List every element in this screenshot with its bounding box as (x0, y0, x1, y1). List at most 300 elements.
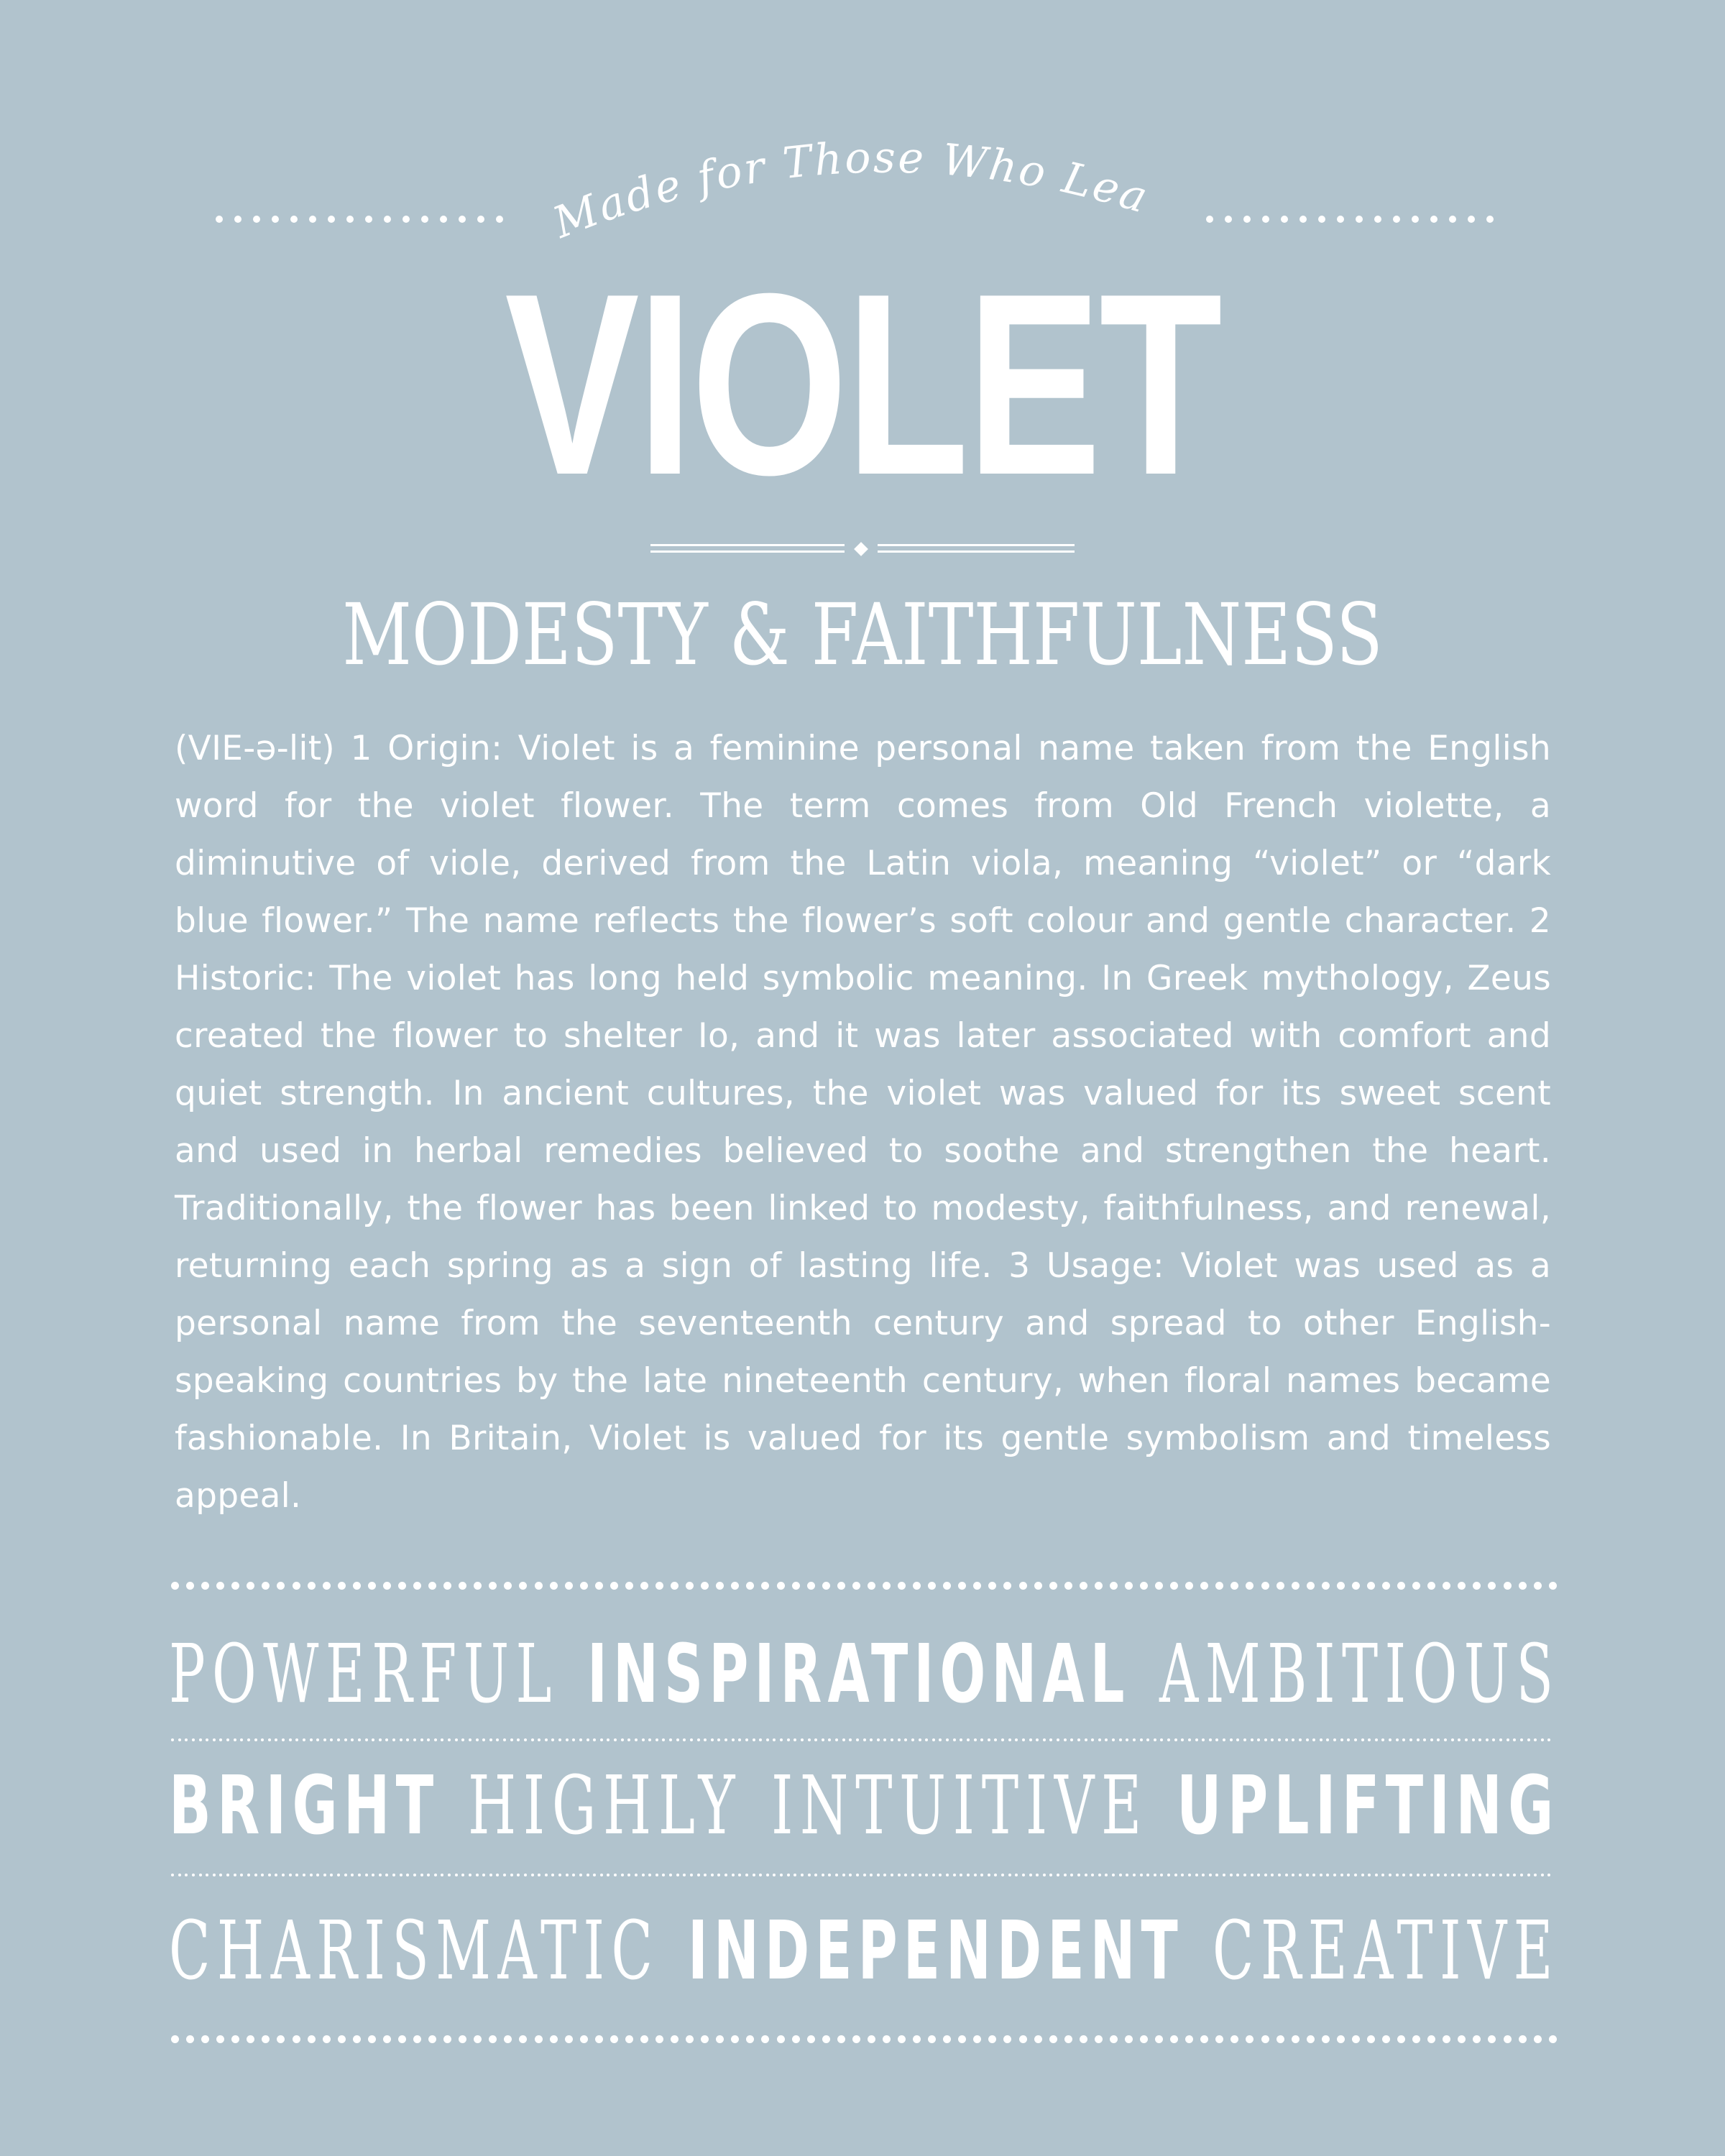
dot (558, 1874, 561, 1876)
trait-word (169, 1904, 659, 1998)
dot (1049, 1874, 1052, 1876)
dot (1318, 216, 1325, 223)
dot (420, 1874, 423, 1876)
dot (1200, 2035, 1208, 2043)
dot (206, 1874, 208, 1876)
dot (1499, 1738, 1502, 1741)
dot (621, 1738, 624, 1741)
dot (1375, 1874, 1378, 1876)
dot (1520, 1738, 1523, 1741)
dot (777, 2035, 785, 2043)
dot (891, 1874, 893, 1876)
dot (538, 1874, 540, 1876)
dot (1465, 1874, 1468, 1876)
dot (731, 1582, 739, 1590)
dot (807, 1582, 815, 1590)
trait-word-text: AMBITIOUS (1159, 1628, 1560, 1721)
dot (822, 1874, 824, 1876)
dot (1534, 2035, 1542, 2043)
dot (1154, 1874, 1156, 1876)
dot (186, 2035, 194, 2043)
dot (960, 1874, 962, 1876)
dot (807, 2035, 815, 2043)
dot (883, 1738, 886, 1741)
dot (1468, 216, 1475, 223)
dot (1451, 1738, 1454, 1741)
dot (745, 1738, 748, 1741)
dot (1312, 1874, 1315, 1876)
dot (496, 1874, 499, 1876)
dot (1029, 1874, 1032, 1876)
dot (1381, 1874, 1384, 1876)
dot (1043, 1874, 1046, 1876)
dot (178, 1874, 181, 1876)
dot (1527, 1874, 1530, 1876)
dot (877, 1738, 880, 1741)
dot (1008, 1738, 1011, 1741)
dot (550, 2035, 558, 2043)
dot (640, 1582, 648, 1590)
dot (868, 2035, 875, 2043)
dot (780, 1874, 783, 1876)
dot (1077, 1738, 1080, 1741)
dot (656, 2035, 663, 2043)
dot (994, 1874, 997, 1876)
dot (595, 2035, 603, 2043)
dot (1402, 1738, 1405, 1741)
dot (932, 1738, 935, 1741)
dot (686, 1582, 694, 1590)
dot (1133, 1874, 1136, 1876)
dot (801, 1874, 804, 1876)
dot (1264, 1874, 1267, 1876)
dot (794, 1738, 796, 1741)
dot (1443, 2035, 1450, 2043)
dot (1499, 1874, 1502, 1876)
dot (1423, 1874, 1426, 1876)
dot (477, 216, 484, 223)
dot (1488, 1582, 1496, 1590)
dot (792, 2035, 800, 2043)
dot (1257, 1874, 1260, 1876)
dot (625, 1582, 633, 1590)
dot (953, 1874, 956, 1876)
dot (1095, 1582, 1103, 1590)
dot (448, 1738, 451, 1741)
dot (538, 1738, 540, 1741)
dot (338, 1582, 346, 1590)
dot (868, 1582, 875, 1590)
dot (738, 1738, 741, 1741)
dot (925, 1738, 928, 1741)
dot (1236, 1738, 1239, 1741)
traits-divider-2 (171, 1873, 1551, 1877)
dot (701, 2035, 709, 2043)
dot (459, 1582, 466, 1590)
dot (293, 1582, 300, 1590)
dot (1080, 2035, 1087, 2043)
dot (1409, 1874, 1412, 1876)
dot (275, 1738, 277, 1741)
dot (365, 1874, 368, 1876)
dot (1225, 216, 1232, 223)
trait-word-text: UPLIFTING (1177, 1759, 1560, 1853)
dot (1264, 1738, 1267, 1741)
dot (1412, 1582, 1420, 1590)
dot (745, 1874, 748, 1876)
dot (1541, 1738, 1544, 1741)
dot (1504, 1582, 1512, 1590)
dot (697, 1738, 700, 1741)
dot (310, 1874, 313, 1876)
dot (247, 1738, 250, 1741)
dot (662, 1874, 665, 1876)
dot (928, 1582, 936, 1590)
dot (822, 2035, 830, 2043)
dot (1389, 1738, 1392, 1741)
dot (1430, 216, 1438, 223)
dot (697, 1874, 700, 1876)
dot (1292, 1738, 1294, 1741)
dot (1057, 1874, 1059, 1876)
trait-word-text: INDEPENDENT (688, 1904, 1184, 1998)
dot (531, 1738, 534, 1741)
dot (1185, 1582, 1193, 1590)
dot (268, 1874, 271, 1876)
dot (1049, 1582, 1057, 1590)
dot (219, 1738, 222, 1741)
dot (1506, 1874, 1509, 1876)
dot (379, 1738, 382, 1741)
dot (1223, 1874, 1225, 1876)
dot (234, 1874, 236, 1876)
dot (849, 1874, 852, 1876)
dot (898, 2035, 906, 2043)
dot (1278, 1738, 1281, 1741)
dot (1281, 216, 1288, 223)
dot (1080, 1582, 1087, 1590)
dot (717, 1874, 720, 1876)
dot (913, 1582, 921, 1590)
dot (469, 1874, 472, 1876)
tagline-text (531, 68, 1155, 249)
dot (171, 1738, 174, 1741)
dot (171, 1582, 179, 1590)
dot (1396, 1874, 1399, 1876)
dot (240, 1738, 243, 1741)
dot (792, 1582, 800, 1590)
dot (1352, 2035, 1360, 2043)
dot (732, 1874, 735, 1876)
dot (1472, 1874, 1475, 1876)
dot (551, 1738, 554, 1741)
dot (1215, 1874, 1218, 1876)
trait-word-text: POWERFUL (169, 1628, 558, 1721)
dot (192, 1874, 195, 1876)
traits-row-2 (169, 1759, 1560, 1853)
dot (254, 1874, 257, 1876)
dot (1206, 216, 1213, 223)
tagline (531, 68, 1179, 252)
dot (780, 1738, 783, 1741)
dot (1337, 1582, 1345, 1590)
dot (1036, 1738, 1039, 1741)
dot (759, 1874, 762, 1876)
dot (413, 1738, 416, 1741)
dot (1146, 1874, 1149, 1876)
dot (219, 1874, 222, 1876)
dot (676, 1874, 679, 1876)
dot (967, 1874, 970, 1876)
dot (406, 1874, 409, 1876)
dot (531, 1874, 534, 1876)
dot (443, 1582, 451, 1590)
dot (1382, 1582, 1390, 1590)
dot (746, 1582, 754, 1590)
trait-word (1177, 1759, 1560, 1853)
dot (413, 1582, 421, 1590)
dot (925, 1874, 928, 1876)
dot (1001, 1738, 1004, 1741)
dot (939, 1738, 942, 1741)
dot (627, 1874, 630, 1876)
dot (510, 1874, 513, 1876)
dot (1340, 1738, 1343, 1741)
dot (455, 1874, 458, 1876)
dot (566, 1874, 569, 1876)
dot (1015, 1874, 1018, 1876)
dot (801, 1738, 804, 1741)
dot (1167, 1874, 1170, 1876)
dot (441, 1738, 443, 1741)
dot (648, 1738, 651, 1741)
dot (1458, 2035, 1466, 2043)
dot (1285, 1738, 1288, 1741)
dot (852, 2035, 860, 2043)
dot (595, 1582, 603, 1590)
dot (1430, 1874, 1433, 1876)
dot (919, 1738, 921, 1741)
dot (642, 1874, 645, 1876)
dot (413, 2035, 421, 2043)
dot (913, 2035, 921, 2043)
dot (303, 1874, 305, 1876)
dot (383, 2035, 391, 2043)
dot (883, 2035, 891, 2043)
trait-word (688, 1904, 1184, 1998)
dot (1368, 1738, 1371, 1741)
dot (1022, 1738, 1025, 1741)
dot (1306, 1874, 1309, 1876)
dot (213, 1874, 216, 1876)
dot (814, 1874, 817, 1876)
trait-word-text: INSPIRATIONAL (586, 1628, 1131, 1721)
dot (1397, 2035, 1405, 2043)
name-definition: (VIE-ə-lit) 1 Origin: Violet is a feminine personal name taken from the English word for the violet flower. The term comes from Old French violette, a diminutive of viole, derived from the Latin viola, meaning “violet” or “dark blue flower.” The name reflects the flower’s soft colour and gentle character. 2 Historic: The violet has long held symbolic meaning. In Greek mythology, Zeus created the flower to shelter Io, and it was later associated with comfort and quiet strength. In ancient cultures, the violet was valued for its sweet scent and used in herbal remedies believed to soothe and strengthen the heart. Traditionally, the flower has been linked to modesty, faithfulness, and renewal, returning each spring as a sign of lasting life. 3 Usage: Violet was used as a personal name from the seventeenth century and spread to other English-speaking countries by the late nineteenth century, when floral names became fashionable. In Britain, Violet is valued for its gentle symbolism and timeless appeal. (175, 729, 1551, 1516)
dot (1300, 216, 1307, 223)
name-title: VIOLET (505, 240, 1220, 529)
dot (828, 1738, 831, 1741)
dot (550, 1582, 558, 1590)
dot (1437, 1738, 1440, 1741)
dot (1276, 2035, 1284, 2043)
dot (186, 1582, 194, 1590)
dot (1352, 1582, 1360, 1590)
dot (428, 2035, 436, 2043)
dot (178, 1738, 181, 1741)
dot (295, 1738, 298, 1741)
dot (337, 1874, 340, 1876)
dot (717, 1738, 720, 1741)
dot (1125, 1582, 1133, 1590)
dot (1478, 1738, 1481, 1741)
meaning-subtitle: MODESTY & FAITHFULNESS (342, 585, 1383, 684)
trait-word-text: INTUITIVE (770, 1759, 1149, 1853)
dot (877, 1874, 880, 1876)
dot (1181, 1738, 1184, 1741)
dot (1326, 1874, 1329, 1876)
dot (898, 1874, 901, 1876)
dot (1236, 1874, 1239, 1876)
dot (261, 1738, 264, 1741)
dot (216, 1582, 224, 1590)
dot (716, 1582, 724, 1590)
dot (216, 2035, 224, 2043)
dot (1034, 1582, 1042, 1590)
top-right-dotted-rule (1206, 214, 1494, 224)
dot (365, 1738, 368, 1741)
dot (1029, 1738, 1032, 1741)
dot (201, 2035, 209, 2043)
dot (988, 1582, 996, 1590)
dot (476, 1738, 479, 1741)
dot (420, 1738, 423, 1741)
dot (303, 1738, 305, 1741)
dot (171, 1874, 174, 1876)
dot (1382, 2035, 1390, 2043)
dot (489, 1738, 492, 1741)
dot (316, 1874, 319, 1876)
dot (1170, 1582, 1178, 1590)
dot (656, 1874, 658, 1876)
dot (842, 1874, 845, 1876)
traits-row-1 (169, 1628, 1560, 1721)
dot (1064, 1738, 1067, 1741)
dot (837, 1582, 845, 1590)
dot (1451, 1874, 1454, 1876)
dot (1547, 1738, 1550, 1741)
dot (898, 1582, 906, 1590)
dot (1077, 1874, 1080, 1876)
dot (434, 1874, 437, 1876)
dot (1070, 1874, 1073, 1876)
dot (1409, 1738, 1412, 1741)
dot (262, 2035, 270, 2043)
dot (753, 1874, 755, 1876)
dot (1105, 1738, 1108, 1741)
dot (586, 1874, 589, 1876)
dot (1185, 2035, 1193, 2043)
dot (489, 1582, 497, 1590)
dot (308, 1582, 316, 1590)
dot (1215, 1738, 1218, 1741)
dot (904, 1738, 907, 1741)
dot (1396, 1738, 1399, 1741)
dot (1105, 1874, 1108, 1876)
dot (1473, 1582, 1481, 1590)
dot (1215, 2035, 1223, 2043)
dot (1262, 216, 1269, 223)
dot (353, 1582, 361, 1590)
dot (545, 1738, 548, 1741)
dot (958, 2035, 966, 2043)
dot (519, 1582, 527, 1590)
dot (413, 1874, 416, 1876)
dot (482, 1874, 485, 1876)
dot (683, 1738, 686, 1741)
dot (323, 2035, 331, 2043)
dot (600, 1738, 603, 1741)
dot (1320, 1874, 1322, 1876)
traits-bottom-dotted-rule (171, 2034, 1557, 2044)
dot (610, 2035, 618, 2043)
dot (1322, 2035, 1330, 2043)
dot (1513, 1874, 1516, 1876)
dot (545, 1874, 548, 1876)
dot (1243, 216, 1251, 223)
dot (676, 1738, 679, 1741)
dot (1246, 2035, 1254, 2043)
dot (627, 1738, 630, 1741)
dot (946, 1738, 949, 1741)
dot (1019, 1582, 1027, 1590)
dot (1374, 216, 1381, 223)
dot (1381, 1738, 1384, 1741)
dot (738, 1874, 741, 1876)
dot (1170, 2035, 1178, 2043)
dot (1458, 1874, 1460, 1876)
dot (1140, 2035, 1148, 2043)
dot (1019, 2035, 1027, 2043)
dot (434, 1738, 437, 1741)
dot (1064, 2035, 1072, 2043)
dot (1397, 1582, 1405, 1590)
dot (1043, 1738, 1046, 1741)
dot (1085, 1738, 1087, 1741)
trait-word-text: CHARISMATIC (169, 1904, 660, 1998)
dot (1195, 1874, 1198, 1876)
dot (1519, 1582, 1527, 1590)
dot (201, 1582, 209, 1590)
dot (1423, 1738, 1426, 1741)
dot (1140, 1738, 1143, 1741)
dot (988, 1738, 990, 1741)
dot (455, 1738, 458, 1741)
dot (1534, 1738, 1537, 1741)
dot (1230, 1582, 1238, 1590)
dot (943, 1582, 951, 1590)
dot (1209, 1738, 1212, 1741)
dot (1361, 1738, 1364, 1741)
dot (593, 1738, 596, 1741)
dot (635, 1874, 638, 1876)
dot (1209, 1874, 1212, 1876)
dot (856, 1874, 859, 1876)
dot (1160, 1874, 1163, 1876)
dot (1155, 2035, 1163, 2043)
dot (504, 1582, 512, 1590)
dot (787, 1874, 790, 1876)
